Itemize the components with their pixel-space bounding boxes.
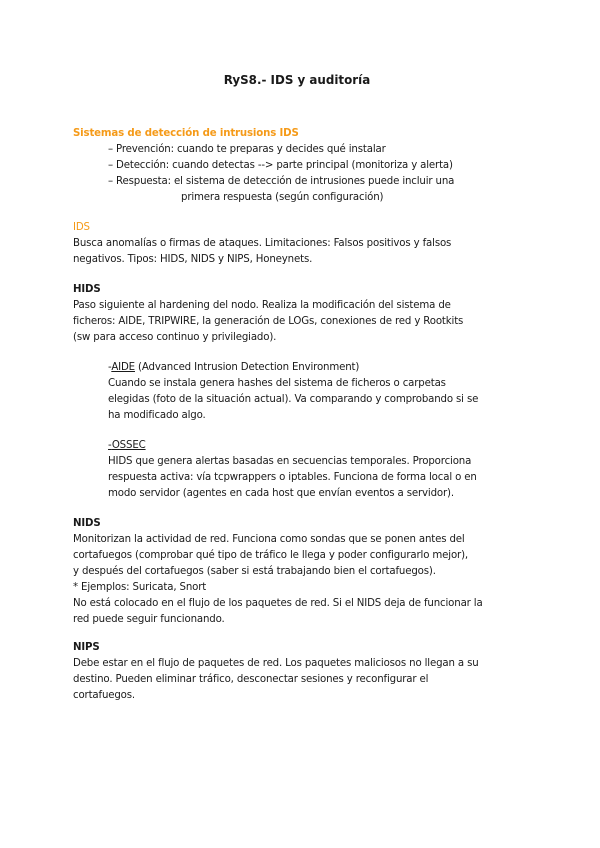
paragraph-line: Debe estar en el flujo de paquetes de red. Los paquetes maliciosos no llegan a su [73,658,479,669]
section-heading-nids: NIDS [73,518,101,529]
ossec-heading [108,438,146,453]
aide-name: AIDE [111,362,135,373]
aide-desc: (Advanced Intrusion Detection Environment) [134,362,360,373]
paragraph-line: cortafuegos. [73,690,136,701]
paragraph-line: cortafuegos (comprobar qué tipo de tráfico le llega y poder configurarlo mejor), [73,550,468,561]
paragraph-line: Paso siguiente al hardening del nodo. Realiza la modificación del sistema de [73,300,451,311]
paragraph-line: destino. Pueden eliminar tráfico, desconectar sesiones y reconfigurar el [73,674,429,685]
paragraph-line: negativos. Tipos: HIDS, NIDS y NIPS, Honeynets. [73,254,313,265]
paragraph-line: * Ejemplos: Suricata, Snort [73,582,207,593]
list-item: – Prevención: cuando te preparas y decides qué instalar [108,144,386,155]
paragraph-line: HIDS que genera alertas basadas en secuencias temporales. Proporciona [108,456,472,467]
section-heading-ids: IDS [73,222,90,233]
paragraph-line: Cuando se instala genera hashes del sistema de ficheros o carpetas [108,378,446,389]
paragraph-line: red puede seguir funcionando. [73,614,225,625]
list-item: – Detección: cuando detectas --> parte principal (monitoriza y alerta) [108,160,453,171]
paragraph-line: respuesta activa: vía tcpwrappers o iptables. Funciona de forma local o en [108,472,477,483]
paragraph-line: y después del cortafuegos (saber si está trabajando bien el cortafuegos). [73,566,436,577]
paragraph-line: No está colocado en el flujo de los paquetes de red. Si el NIDS deja de funcionar la [73,598,483,609]
aide-prefix: - [108,362,112,373]
section-heading-nips: NIPS [73,642,100,653]
paragraph-line: elegidas (foto de la situación actual). Va comparando y comprobando si se [108,394,479,405]
page-title: RyS8.- IDS y auditoría [223,73,371,87]
list-item: – Respuesta: el sistema de detección de intrusiones puede incluir una [108,176,455,187]
section-heading-sistemas: Sistemas de detección de intrusions IDS [73,128,299,139]
paragraph-line: modo servidor (agentes en cada host que envían eventos a servidor). [108,488,454,499]
section-heading-hids: HIDS [73,284,101,295]
aide-heading [108,360,359,375]
paragraph-line: ficheros: AIDE, TRIPWIRE, la generación de LOGs, conexiones de red y Rootkits [73,316,464,327]
paragraph-line: Monitorizan la actividad de red. Funciona como sondas que se ponen antes del [73,534,465,545]
ossec-prefix: - [108,440,112,451]
paragraph-line: ha modificado algo. [108,410,206,421]
paragraph-line: (sw para acceso continuo y privilegiado). [73,332,277,343]
list-item-continuation: primera respuesta (según configuración) [181,192,384,203]
paragraph-line: Busca anomalías o firmas de ataques. Limitaciones: Falsos positivos y falsos [73,238,452,249]
ossec-name: OSSEC [111,440,146,451]
